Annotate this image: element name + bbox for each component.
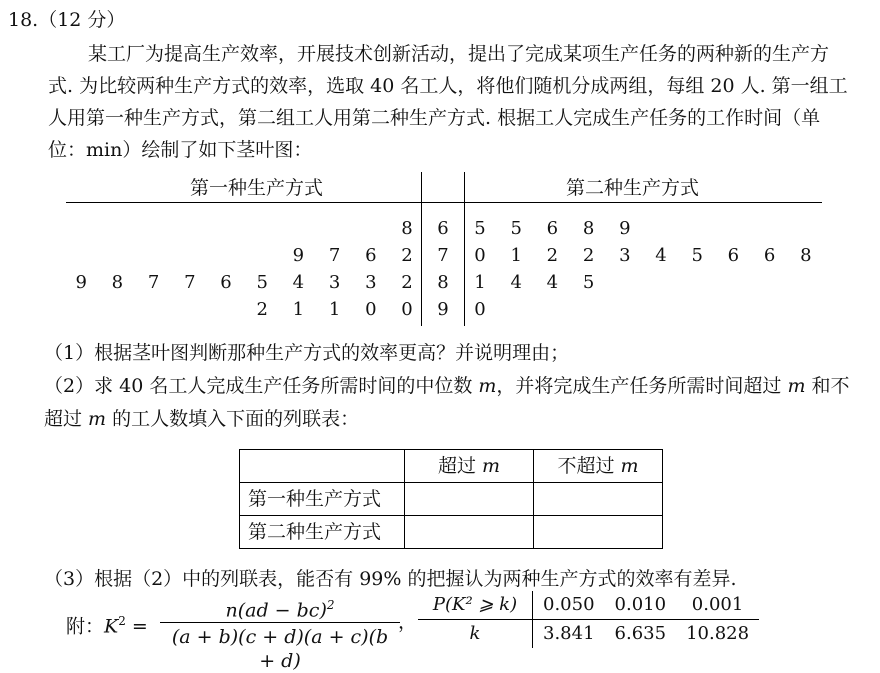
left-leaf: 4 [292,272,305,293]
stem-value: 7 [437,245,449,266]
left-leaf: 5 [256,272,268,293]
left-leaf: 0 [401,299,413,320]
right-leaf: 2 [582,245,595,266]
ct-cell-blank [534,516,663,549]
k-value: 10.828 [686,623,750,644]
critical-value-table [418,591,759,648]
left-leaf: 9 [292,245,305,266]
right-leaf: 5 [691,245,703,266]
fraction-numerator: n(ad − bc)$^2$ [225,598,335,622]
ct-header-not-exceed: 不超过 m [534,450,663,483]
left-leaf: 2 [401,272,413,293]
ct-cell-blank [405,516,534,549]
left-leaf: 6 [365,245,377,266]
fraction-denominator: (a + b)(c + d)(a + c)(b + d) [160,622,400,673]
intro-line-1: 某工厂为提高生产效率，开展技术创新活动，提出了完成某项生产任务的两种新的生产方 [88,43,830,65]
left-leaf: 9 [75,272,87,293]
left-leaf: 6 [220,272,232,293]
right-leaf: 5 [474,218,486,239]
right-leaf: 4 [510,272,522,293]
right-leaf: 8 [800,245,812,266]
ct-header-exceed: 超过 m [405,450,534,483]
intro-line-4: 位：min）绘制了如下茎叶图： [48,139,313,161]
right-leaf: 0 [474,299,486,320]
left-leaf: 8 [401,218,413,239]
left-leaf: 8 [111,272,124,293]
right-leaf: 8 [582,218,595,239]
stem-value: 8 [437,272,449,293]
ct-row-label-2: 第二种生产方式 [240,516,405,549]
left-leaf: 1 [328,299,341,320]
right-leaf: 3 [619,245,631,266]
left-leaf: 2 [401,245,413,266]
p-label: P(K² ⩾ k) [418,591,533,620]
intro-line-3: 人用第一种生产方式，第二组工人用第二种生产方式. 根据工人完成生产任务的工作时间（单 [48,107,821,129]
right-leaf: 4 [546,272,559,293]
p-value: 0.010 [605,591,677,620]
stem-leaf-right-title: 第二种生产方式 [566,177,700,199]
right-leaf: 9 [619,218,631,239]
formula-comma: ， [398,611,418,633]
stem-leaf-header-rule [66,202,822,203]
question-1: （1）根据茎叶图判断那种生产方式的效率更高？并说明理由； [44,342,570,364]
k-value: 6.635 [614,623,667,644]
right-leaf: 0 [474,245,486,266]
ct-cell-blank [405,483,534,516]
stem-value: 9 [437,299,449,320]
stem-leaf-left-title: 第一种生产方式 [190,177,324,199]
left-leaf: 7 [147,272,160,293]
contingency-table [239,449,663,549]
right-leaf: 6 [763,245,776,266]
formula-lhs: 附：$K^2$ = [66,614,148,638]
intro-line-2: 式. 为比较两种生产方式的效率，选取 40 名工人，将他们随机分成两组，每组 20 人. 第一组工 [48,75,848,97]
k-value: 3.841 [543,623,595,644]
p-value: 0.001 [676,591,759,620]
left-leaf: 3 [365,272,377,293]
stem-value: 6 [437,218,449,239]
ct-row-label-1: 第一种生产方式 [240,483,405,516]
question-3: （3）根据（2）中的列联表，能否有 99% 的把握认为两种生产方式的效率有差异. [44,568,737,590]
question-2-line-2: 超过 m 的工人数填入下面的列联表： [44,408,360,430]
right-leaf: 5 [582,272,595,293]
right-leaf: 1 [510,245,522,266]
right-leaf: 5 [510,218,522,239]
right-leaf: 2 [546,245,559,266]
left-leaf: 3 [328,272,341,293]
right-leaf: 6 [546,218,559,239]
left-leaf: 7 [184,272,196,293]
k-label: k [418,620,533,649]
left-leaf: 7 [328,245,341,266]
k-squared-fraction [160,593,400,673]
left-leaf: 1 [292,299,305,320]
question-2-line-1: （2）求 40 名工人完成生产任务所需时间的中位数 m，并将完成生产任务所需时间超过 m 和不 [44,375,850,397]
right-leaf: 1 [474,272,486,293]
problem-header: 18.（12 分） [8,9,126,31]
ct-cell-blank [534,483,663,516]
p-value: 0.050 [533,591,605,620]
ct-corner-cell [240,450,405,483]
left-leaf: 2 [256,299,268,320]
left-leaf: 0 [365,299,377,320]
right-leaf: 6 [727,245,740,266]
right-leaf: 4 [655,245,667,266]
